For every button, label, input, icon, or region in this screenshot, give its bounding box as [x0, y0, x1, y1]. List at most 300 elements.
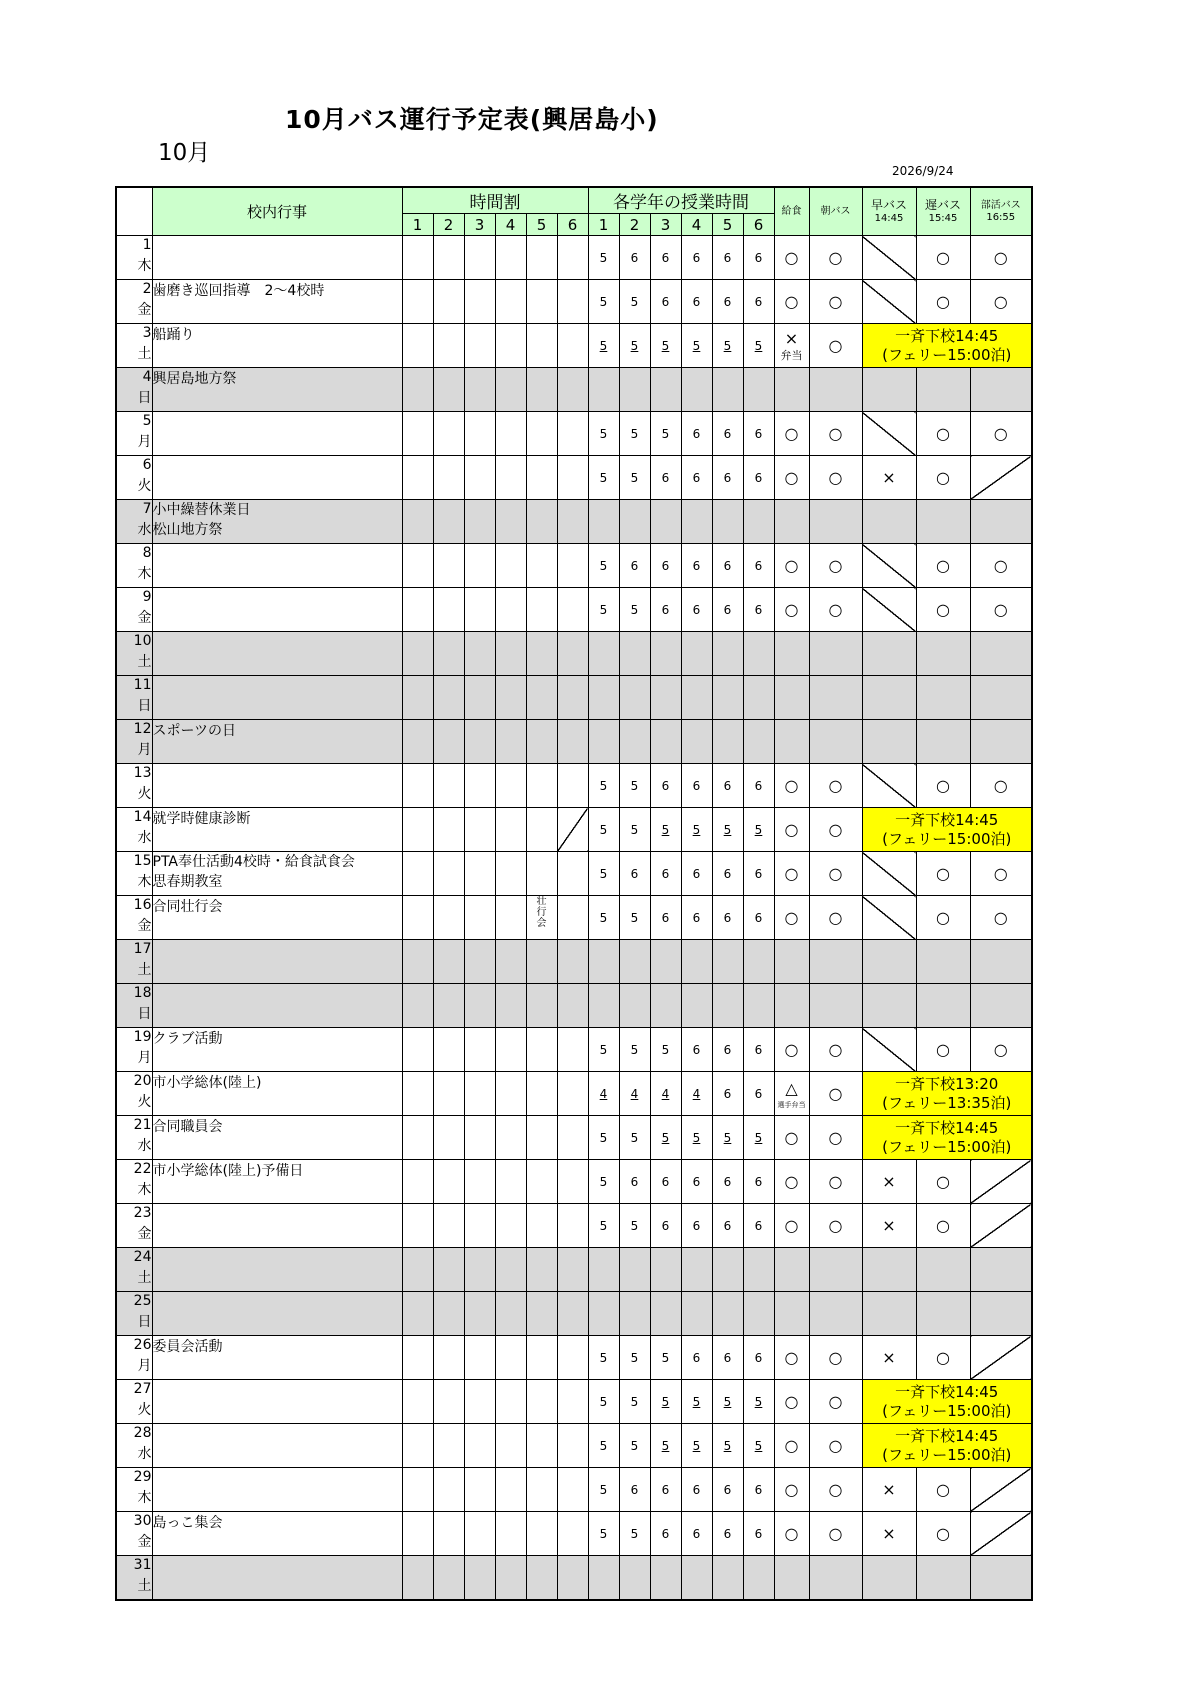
day-number: 2 — [142, 281, 152, 297]
dismissal-notice — [862, 808, 1032, 852]
day-number: 11 — [133, 677, 152, 693]
grade-hours-value: 6 — [692, 866, 701, 881]
grade-hours-cell — [681, 236, 712, 280]
timetable-cell — [402, 1380, 433, 1424]
day-cell — [116, 808, 152, 852]
timetable-char: 会 — [536, 918, 547, 929]
grade-hours-cell — [681, 1512, 712, 1556]
morning-bus-cell — [809, 1468, 862, 1512]
grade-hours-value: 5 — [599, 1438, 608, 1453]
club-bus-cell-mark: ○ — [993, 292, 1008, 311]
timetable-cell — [526, 588, 557, 632]
timetable-cell — [402, 1028, 433, 1072]
events-cell — [152, 676, 402, 720]
club-bus-cell — [970, 896, 1032, 940]
timetable-cell — [402, 588, 433, 632]
timetable-cell — [526, 852, 557, 896]
day-cell — [116, 1248, 152, 1292]
day-cell — [116, 720, 152, 764]
grade-hours-cell — [681, 676, 712, 720]
grade-hours-value: 6 — [692, 558, 701, 573]
grade-number: 6 — [743, 214, 774, 236]
dismissal-notice — [862, 1072, 1032, 1116]
morning-bus-cell — [809, 1512, 862, 1556]
day-of-week: 金 — [137, 610, 152, 626]
grade-hours-value: 5 — [630, 338, 639, 353]
timetable-cell — [402, 456, 433, 500]
timetable-cell — [402, 500, 433, 544]
club-bus-cell — [970, 1160, 1032, 1204]
club-bus-cell — [970, 764, 1032, 808]
morning-bus-mark: ○ — [828, 1392, 843, 1411]
late-bus-cell — [916, 852, 970, 896]
lunch-cell — [774, 324, 809, 368]
grade-hours-cell — [681, 940, 712, 984]
timetable-cell — [557, 852, 588, 896]
grade-hours-value: 6 — [661, 250, 670, 265]
events-cell — [152, 324, 402, 368]
grade-hours-value: 5 — [599, 778, 608, 793]
grade-hours-cell — [743, 1336, 774, 1380]
dismissal-line: (フェリー15:00泊) — [882, 829, 1012, 848]
timetable-cell — [402, 544, 433, 588]
lunch-cell — [774, 940, 809, 984]
timetable-cell — [526, 1248, 557, 1292]
timetable-cell — [557, 808, 588, 852]
lunch-cell — [774, 1512, 809, 1556]
grade-hours-cell — [712, 280, 743, 324]
grade-hours-value: 6 — [661, 1174, 670, 1189]
grade-hours-cell — [712, 808, 743, 852]
schedule-row — [116, 1380, 1032, 1424]
event-text: 島っこ集会 — [152, 1515, 223, 1531]
club-bus-cell — [970, 236, 1032, 280]
grade-hours-value: 6 — [692, 294, 701, 309]
early-bus-cell — [862, 940, 916, 984]
grade-hours-cell — [650, 1468, 681, 1512]
grade-hours-cell — [712, 500, 743, 544]
timetable-cell — [433, 1116, 464, 1160]
timetable-cell — [402, 280, 433, 324]
lunch-cell — [774, 984, 809, 1028]
grade-hours-cell — [588, 1204, 619, 1248]
morning-bus-cell — [809, 324, 862, 368]
late-bus-cell-mark: ○ — [936, 776, 950, 795]
grade-hours-value: 5 — [630, 602, 639, 617]
timetable-cell — [495, 1204, 526, 1248]
timetable-cell — [464, 764, 495, 808]
club-bus-cell — [970, 720, 1032, 764]
period-number: 4 — [495, 214, 526, 236]
grade-hours-value: 5 — [692, 1130, 701, 1145]
events-cell — [152, 1380, 402, 1424]
grade-number: 5 — [712, 214, 743, 236]
early-bus-cell — [862, 1204, 916, 1248]
grade-hours-value: 6 — [692, 910, 701, 925]
timetable-cell — [557, 456, 588, 500]
day-cell — [116, 368, 152, 412]
late-bus-cell — [916, 764, 970, 808]
timetable-cell — [464, 588, 495, 632]
grade-hours-cell — [619, 1204, 650, 1248]
timetable-cell — [402, 1204, 433, 1248]
lunch-cell — [774, 1204, 809, 1248]
grade-hours-cell — [712, 764, 743, 808]
grade-hours-value: 6 — [692, 1482, 701, 1497]
lunch-cell — [774, 676, 809, 720]
timetable-cell — [433, 1160, 464, 1204]
timetable-cell — [495, 1160, 526, 1204]
schedule-row — [116, 940, 1032, 984]
timetable-cell — [402, 808, 433, 852]
timetable-cell — [433, 1512, 464, 1556]
club-bus-cell-mark: ○ — [993, 600, 1008, 619]
grade-hours-value: 5 — [754, 1438, 763, 1453]
club-bus-cell — [970, 632, 1032, 676]
timetable-cell — [464, 1512, 495, 1556]
grade-hours-value: 6 — [661, 778, 670, 793]
month-label: 10月 — [158, 140, 211, 166]
schedule-row — [116, 676, 1032, 720]
day-cell — [116, 1292, 152, 1336]
grade-hours-value: 5 — [692, 822, 701, 837]
grade-hours-cell — [712, 1160, 743, 1204]
day-of-week: 土 — [137, 1578, 152, 1594]
grade-hours-cell — [743, 808, 774, 852]
day-of-week: 火 — [137, 786, 152, 802]
early-bus-cell — [862, 1468, 916, 1512]
schedule-row — [116, 984, 1032, 1028]
grade-hours-cell — [588, 324, 619, 368]
grade-hours-cell — [650, 676, 681, 720]
morning-bus-cell — [809, 1336, 862, 1380]
day-of-week: 木 — [137, 258, 152, 274]
grade-hours-cell — [619, 456, 650, 500]
grade-hours-cell — [650, 500, 681, 544]
grade-hours-cell — [681, 324, 712, 368]
grade-hours-cell — [712, 1380, 743, 1424]
timetable-cell — [402, 852, 433, 896]
grade-hours-cell — [650, 588, 681, 632]
timetable-cell — [464, 1468, 495, 1512]
grade-hours-value: 5 — [754, 822, 763, 837]
timetable-cell — [464, 1380, 495, 1424]
timetable-cell — [464, 1336, 495, 1380]
day-cell — [116, 588, 152, 632]
grade-hours-value: 6 — [723, 426, 732, 441]
morning-bus-mark: ○ — [828, 1348, 843, 1367]
late-bus-cell — [916, 280, 970, 324]
day-number: 10 — [133, 633, 152, 649]
lunch-mark: ○ — [784, 1172, 799, 1191]
event-text: スポーツの日 — [152, 723, 236, 739]
timetable-cell — [495, 984, 526, 1028]
grade-hours-cell — [743, 412, 774, 456]
late-bus-cell — [916, 412, 970, 456]
grade-hours-value: 5 — [630, 1438, 639, 1453]
timetable-cell — [495, 1292, 526, 1336]
timetable-cell — [526, 1072, 557, 1116]
events-cell — [152, 456, 402, 500]
timetable-cell — [495, 1336, 526, 1380]
lunch-mark: ○ — [784, 1436, 799, 1455]
lunch-mark: △ — [785, 1078, 798, 1098]
schedule-row — [116, 1160, 1032, 1204]
event-text: PTA奉仕活動4校時・給食試食会 — [152, 854, 355, 870]
timetable-cell — [495, 1072, 526, 1116]
timetable-cell — [557, 940, 588, 984]
timetable-cell — [433, 456, 464, 500]
club-bus-cell-mark: ○ — [993, 1040, 1008, 1059]
grade-hours-cell — [712, 1512, 743, 1556]
grade-hours-value: 5 — [661, 1042, 670, 1057]
schedule-row — [116, 412, 1032, 456]
grade-hours-cell — [650, 456, 681, 500]
timetable-cell — [526, 500, 557, 544]
timetable-cell — [433, 368, 464, 412]
morning-bus-mark: ○ — [828, 1040, 843, 1059]
grade-hours-value: 6 — [754, 1350, 763, 1365]
schedule-row — [116, 1468, 1032, 1512]
timetable-cell — [526, 324, 557, 368]
day-cell — [116, 1336, 152, 1380]
events-cell — [152, 764, 402, 808]
morning-bus-mark: ○ — [828, 292, 843, 311]
morning-bus-cell — [809, 1380, 862, 1424]
events-header: 校内行事 — [152, 187, 402, 236]
grade-number: 4 — [681, 214, 712, 236]
late-bus-cell — [916, 544, 970, 588]
late-bus-cell — [916, 588, 970, 632]
late-bus-cell-mark: ○ — [936, 864, 950, 883]
grade-hours-value: 6 — [661, 1482, 670, 1497]
lunch-mark: ○ — [784, 292, 799, 311]
events-cell — [152, 1336, 402, 1380]
grade-hours-value: 5 — [599, 1526, 608, 1541]
schedule-row — [116, 500, 1032, 544]
grade-hours-cell — [619, 896, 650, 940]
grade-hours-cell — [712, 1204, 743, 1248]
grade-hours-cell — [650, 324, 681, 368]
early-bus-cell — [862, 412, 916, 456]
timetable-cell — [402, 720, 433, 764]
timetable-cell — [557, 632, 588, 676]
grade-hours-cell — [712, 1292, 743, 1336]
day-number: 3 — [142, 325, 152, 341]
grade-hours-cell — [681, 1248, 712, 1292]
club-bus-cell — [970, 1468, 1032, 1512]
grade-hours-cell — [619, 544, 650, 588]
grade-hours-value: 5 — [692, 1438, 701, 1453]
grade-hours-value: 6 — [723, 1174, 732, 1189]
club-bus-cell — [970, 1336, 1032, 1380]
schedule-row — [116, 764, 1032, 808]
grade-hours-cell — [650, 1116, 681, 1160]
club-bus-cell — [970, 544, 1032, 588]
timetable-cell — [464, 500, 495, 544]
grade-hours-value: 5 — [754, 338, 763, 353]
club-bus-cell — [970, 588, 1032, 632]
grade-hours-value: 5 — [599, 866, 608, 881]
morning-bus-cell — [809, 984, 862, 1028]
day-number: 1 — [142, 237, 152, 253]
timetable-cell — [464, 720, 495, 764]
grade-hours-cell — [650, 236, 681, 280]
timetable-cell — [557, 544, 588, 588]
grade-hours-value: 6 — [692, 778, 701, 793]
early-bus-cell-mark: × — [882, 1216, 896, 1235]
grade-hours-cell — [743, 500, 774, 544]
timetable-cell — [495, 896, 526, 940]
lunch-cell — [774, 852, 809, 896]
grade-hours-cell — [588, 808, 619, 852]
day-number: 26 — [133, 1337, 152, 1353]
day-number: 30 — [133, 1513, 152, 1529]
late-bus-cell — [916, 1292, 970, 1336]
events-cell — [152, 1160, 402, 1204]
schedule-row — [116, 1336, 1032, 1380]
late-bus-cell-mark: ○ — [936, 556, 950, 575]
grade-hours-value: 5 — [661, 1438, 670, 1453]
early-bus-label: 早バス — [870, 197, 907, 212]
grade-hours-value: 5 — [630, 822, 639, 837]
early-bus-cell-mark: × — [882, 1172, 896, 1191]
timetable-cell — [557, 1116, 588, 1160]
grade-hours-value: 6 — [754, 1218, 763, 1233]
timetable-cell — [557, 1336, 588, 1380]
lunch-mark: ○ — [784, 1216, 799, 1235]
grade-hours-cell — [588, 500, 619, 544]
club-bus-cell — [970, 676, 1032, 720]
late-bus-cell — [916, 1556, 970, 1601]
day-cell — [116, 1072, 152, 1116]
grade-hours-value: 5 — [723, 1438, 732, 1453]
timetable-cell — [402, 1160, 433, 1204]
grade-hours-value: 6 — [661, 910, 670, 925]
timetable-cell — [526, 236, 557, 280]
grade-hours-value: 5 — [723, 1130, 732, 1145]
grade-hours-value: 4 — [661, 1086, 670, 1101]
timetable-cell — [402, 896, 433, 940]
morning-bus-mark: ○ — [828, 1436, 843, 1455]
schedule-row — [116, 1028, 1032, 1072]
timetable-cell — [433, 1468, 464, 1512]
timetable-cell — [464, 1424, 495, 1468]
timetable-cell — [495, 500, 526, 544]
grade-hours-cell — [619, 1292, 650, 1336]
lunch-header: 給食 — [774, 187, 809, 236]
late-bus-cell — [916, 896, 970, 940]
grade-hours-value: 5 — [630, 910, 639, 925]
grade-number: 1 — [588, 214, 619, 236]
lunch-cell — [774, 1072, 809, 1116]
grade-hours-cell — [743, 1556, 774, 1601]
club-bus-cell — [970, 984, 1032, 1028]
grade-hours-cell — [650, 852, 681, 896]
grade-hours-cell — [650, 896, 681, 940]
timetable-cell — [557, 676, 588, 720]
early-bus-cell-mark: × — [882, 1480, 896, 1499]
timetable-cell — [526, 1424, 557, 1468]
early-bus-cell — [862, 720, 916, 764]
grade-hours-cell — [743, 676, 774, 720]
schedule-row — [116, 324, 1032, 368]
timetable-cell — [495, 632, 526, 676]
club-bus-cell — [970, 280, 1032, 324]
grade-hours-cell — [650, 720, 681, 764]
grade-hours-value: 6 — [692, 426, 701, 441]
morning-bus-mark: ○ — [828, 600, 843, 619]
event-text: 委員会活動 — [152, 1339, 223, 1355]
dismissal-line: 一斉下校13:20 — [895, 1074, 999, 1093]
morning-bus-cell — [809, 1556, 862, 1601]
timetable-cell — [464, 1160, 495, 1204]
day-number: 29 — [133, 1469, 152, 1485]
grade-hours-value: 6 — [723, 558, 732, 573]
page-title: 10月バス運行予定表(興居島小) — [285, 105, 659, 134]
morning-bus-mark: ○ — [828, 1480, 843, 1499]
club-bus-cell — [970, 1292, 1032, 1336]
timetable-cell — [526, 1160, 557, 1204]
late-bus-cell-mark: ○ — [936, 248, 950, 267]
grade-hours-value: 6 — [754, 910, 763, 925]
events-cell — [152, 852, 402, 896]
day-cell — [116, 1160, 152, 1204]
late-bus-cell — [916, 1248, 970, 1292]
timetable-cell — [495, 544, 526, 588]
club-bus-cell — [970, 500, 1032, 544]
grade-hours-value: 5 — [754, 1394, 763, 1409]
late-bus-cell — [916, 940, 970, 984]
morning-bus-cell — [809, 1160, 862, 1204]
timetable-cell — [526, 940, 557, 984]
grade-hours-cell — [588, 544, 619, 588]
grade-hours-value: 6 — [661, 866, 670, 881]
corner-cell — [116, 187, 152, 236]
early-bus-cell — [862, 1028, 916, 1072]
grade-hours-value: 5 — [599, 250, 608, 265]
day-of-week: 金 — [137, 918, 152, 934]
timetable-cell — [433, 764, 464, 808]
timetable-cell — [526, 544, 557, 588]
grade-hours-cell — [743, 896, 774, 940]
grade-hours-cell — [588, 368, 619, 412]
timetable-cell — [433, 808, 464, 852]
grade-hours-cell — [681, 632, 712, 676]
event-text: クラブ活動 — [152, 1031, 223, 1047]
day-cell — [116, 1204, 152, 1248]
grade-hours-cell — [619, 1160, 650, 1204]
events-cell — [152, 1292, 402, 1336]
day-cell — [116, 1512, 152, 1556]
morning-bus-cell — [809, 588, 862, 632]
grade-hours-cell — [588, 1072, 619, 1116]
day-of-week: 水 — [137, 830, 152, 846]
timetable-cell — [464, 940, 495, 984]
late-bus-cell — [916, 456, 970, 500]
morning-bus-cell — [809, 808, 862, 852]
grade-hours-cell — [681, 764, 712, 808]
events-cell — [152, 280, 402, 324]
grade-hours-cell — [712, 1336, 743, 1380]
morning-bus-cell — [809, 1072, 862, 1116]
issue-date: 2026/9/24 — [892, 164, 954, 178]
timetable-cell — [433, 588, 464, 632]
schedule-table — [115, 186, 1033, 1601]
day-of-week: 木 — [137, 1490, 152, 1506]
grade-hours-value: 6 — [630, 866, 639, 881]
timetable-cell — [402, 1336, 433, 1380]
